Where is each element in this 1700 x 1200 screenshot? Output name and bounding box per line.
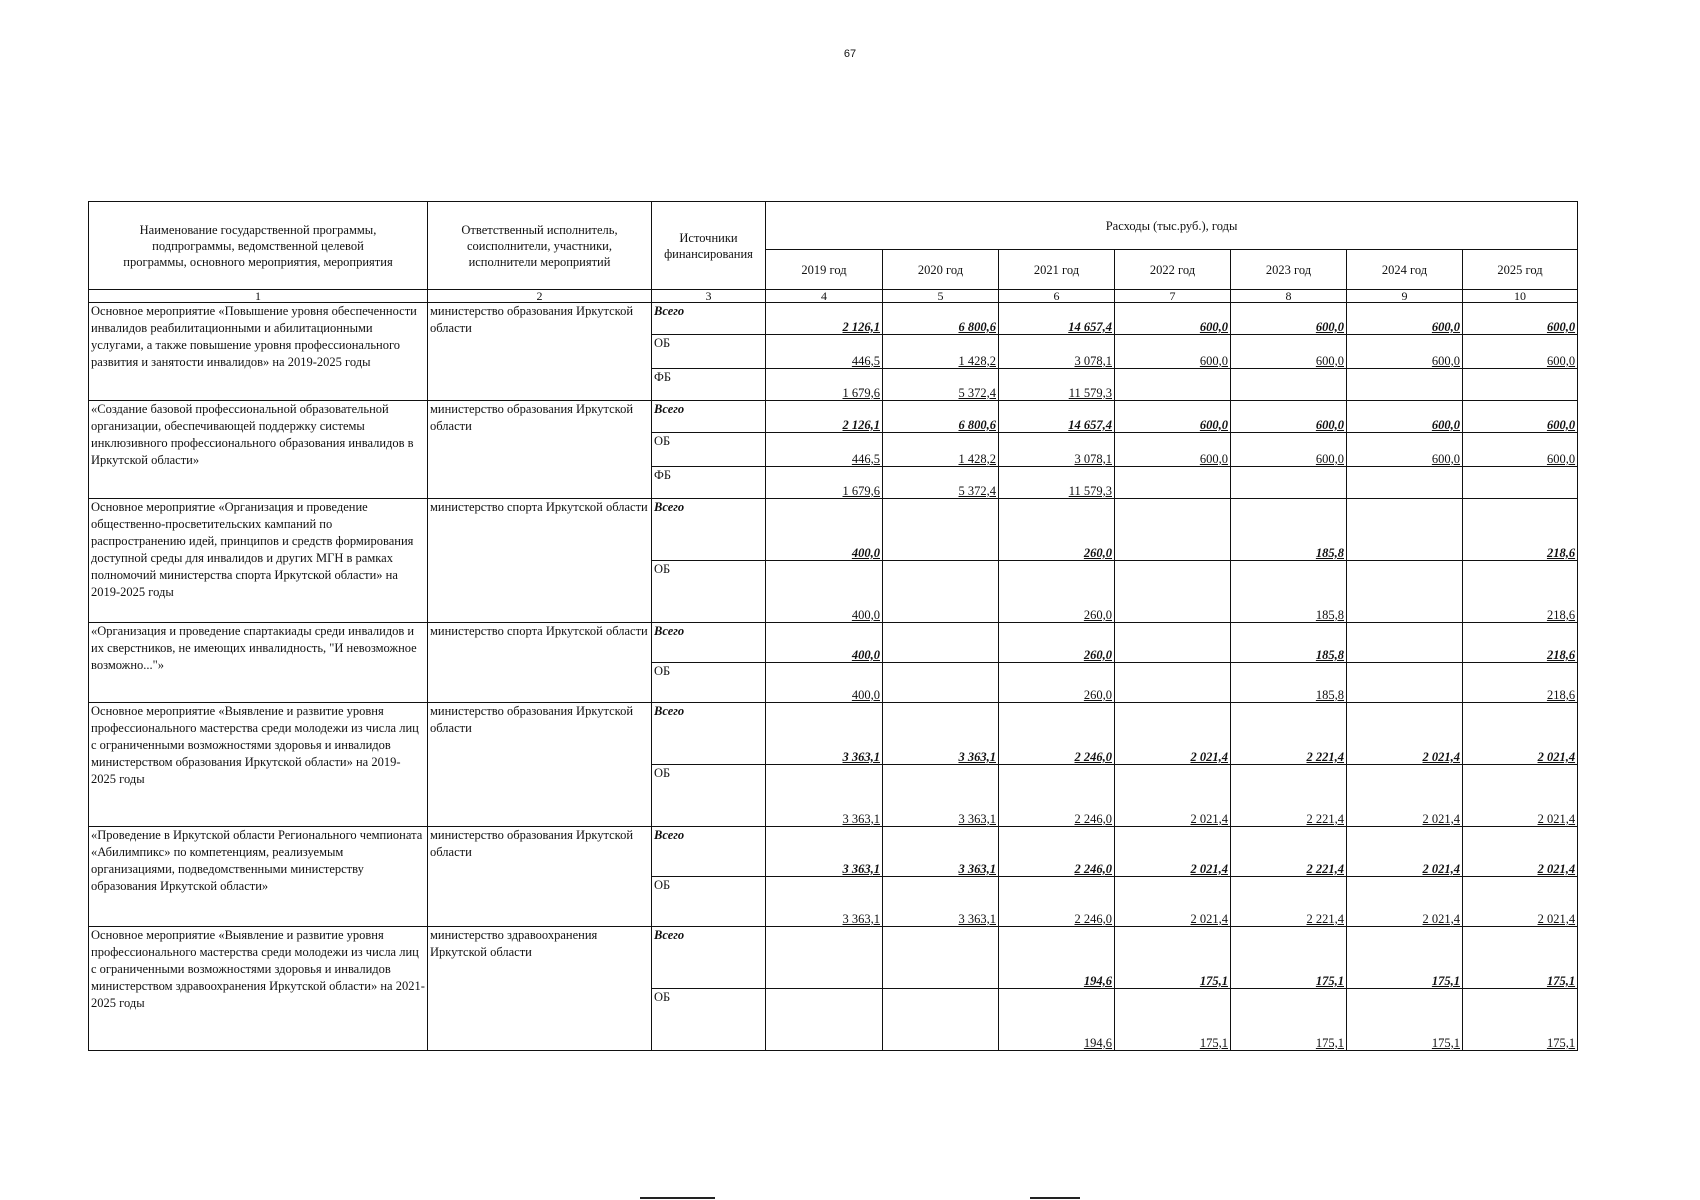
- amount: [1115, 369, 1231, 401]
- total-amount: 600,0: [1463, 401, 1578, 433]
- responsible-executor: министерство образования Иркутской области: [428, 303, 652, 401]
- amount: 260,0: [999, 663, 1115, 703]
- header-expenses: Расходы (тыс.руб.), годы: [766, 202, 1578, 250]
- total-amount: 2 246,0: [999, 827, 1115, 877]
- activity-name: Основное мероприятие «Организация и проведение общественно-просветительских кампаний по распространению идей, принципов и средств формирования доступной среды для инвалидов и других МГН в рамках полномочий министерства спорта Иркутской области» на 2019-2025 годы: [89, 499, 428, 623]
- funding-source: Всего: [652, 499, 766, 561]
- amount: 446,5: [766, 433, 883, 467]
- total-amount: 2 126,1: [766, 401, 883, 433]
- total-amount: 400,0: [766, 623, 883, 663]
- responsible-executor: министерство образования Иркутской области: [428, 401, 652, 499]
- activity-name: Основное мероприятие «Повышение уровня обеспеченности инвалидов реабилитационными и абилитационными услугами, а также повышение уровня профессионального развития и занятости инвалидов» на 2019-2025 годы: [89, 303, 428, 401]
- column-number: 5: [883, 290, 999, 303]
- responsible-executor: министерство спорта Иркутской области: [428, 623, 652, 703]
- amount: 3 363,1: [883, 765, 999, 827]
- total-amount: 260,0: [999, 623, 1115, 663]
- table-row: [89, 401, 1578, 433]
- funding-source: ФБ: [652, 467, 766, 499]
- amount: 400,0: [766, 561, 883, 623]
- amount: 175,1: [1115, 989, 1231, 1051]
- amount: [1347, 369, 1463, 401]
- total-amount: 218,6: [1463, 623, 1578, 663]
- funding-source: ОБ: [652, 663, 766, 703]
- total-amount: [883, 623, 999, 663]
- scan-mark: [640, 1197, 715, 1199]
- column-number: 8: [1231, 290, 1347, 303]
- funding-source: ОБ: [652, 989, 766, 1051]
- total-amount: [1115, 499, 1231, 561]
- amount: [1347, 561, 1463, 623]
- amount: 2 021,4: [1463, 877, 1578, 927]
- total-amount: 14 657,4: [999, 303, 1115, 335]
- total-amount: 600,0: [1115, 401, 1231, 433]
- total-amount: 2 021,4: [1463, 827, 1578, 877]
- responsible-executor: министерство образования Иркутской области: [428, 703, 652, 827]
- funding-source: Всего: [652, 703, 766, 765]
- amount: [1115, 663, 1231, 703]
- amount: 1 428,2: [883, 433, 999, 467]
- amount: 218,6: [1463, 663, 1578, 703]
- total-amount: 2 221,4: [1231, 827, 1347, 877]
- amount: 194,6: [999, 989, 1115, 1051]
- funding-source: ФБ: [652, 369, 766, 401]
- table-row: [89, 623, 1578, 663]
- table-row: [89, 927, 1578, 989]
- total-amount: [883, 499, 999, 561]
- funding-source: Всего: [652, 401, 766, 433]
- amount: [1231, 369, 1347, 401]
- total-amount: 600,0: [1347, 401, 1463, 433]
- funding-source: Всего: [652, 623, 766, 663]
- total-amount: [883, 927, 999, 989]
- amount: 2 021,4: [1115, 765, 1231, 827]
- amount: 3 363,1: [883, 877, 999, 927]
- amount: 2 021,4: [1347, 765, 1463, 827]
- amount: [1463, 369, 1578, 401]
- total-amount: 600,0: [1115, 303, 1231, 335]
- total-amount: 2 021,4: [1347, 703, 1463, 765]
- table-row: [89, 703, 1578, 765]
- funding-source: ОБ: [652, 335, 766, 369]
- table-row: [89, 499, 1578, 561]
- total-amount: 14 657,4: [999, 401, 1115, 433]
- header-year: 2024 год: [1347, 250, 1463, 290]
- amount: 3 078,1: [999, 335, 1115, 369]
- amount: 600,0: [1115, 433, 1231, 467]
- scan-mark: [1030, 1197, 1080, 1199]
- total-amount: 6 800,6: [883, 401, 999, 433]
- header-year: 2025 год: [1463, 250, 1578, 290]
- header-year: 2023 год: [1231, 250, 1347, 290]
- table-row: [89, 303, 1578, 335]
- total-amount: 185,8: [1231, 623, 1347, 663]
- funding-source: ОБ: [652, 433, 766, 467]
- amount: 260,0: [999, 561, 1115, 623]
- amount: 2 246,0: [999, 877, 1115, 927]
- amount: [1347, 663, 1463, 703]
- amount: [1463, 467, 1578, 499]
- amount: 600,0: [1347, 335, 1463, 369]
- amount: 2 021,4: [1347, 877, 1463, 927]
- total-amount: 600,0: [1463, 303, 1578, 335]
- amount: [883, 561, 999, 623]
- total-amount: 3 363,1: [766, 827, 883, 877]
- column-number: 10: [1463, 290, 1578, 303]
- funding-source: ОБ: [652, 765, 766, 827]
- amount: 600,0: [1347, 433, 1463, 467]
- total-amount: 2 021,4: [1463, 703, 1578, 765]
- amount: [1347, 467, 1463, 499]
- activity-name: «Организация и проведение спартакиады среди инвалидов и их сверстников, не имеющих инвалидность, "И невозможное возможно..."»: [89, 623, 428, 703]
- total-amount: 3 363,1: [883, 827, 999, 877]
- amount: 175,1: [1231, 989, 1347, 1051]
- amount: [1115, 561, 1231, 623]
- column-number: 1: [89, 290, 428, 303]
- column-number: 4: [766, 290, 883, 303]
- amount: 2 246,0: [999, 765, 1115, 827]
- amount: 175,1: [1463, 989, 1578, 1051]
- funding-source: ОБ: [652, 561, 766, 623]
- amount: 400,0: [766, 663, 883, 703]
- column-number: 6: [999, 290, 1115, 303]
- amount: 175,1: [1347, 989, 1463, 1051]
- total-amount: 194,6: [999, 927, 1115, 989]
- total-amount: [766, 927, 883, 989]
- total-amount: 175,1: [1115, 927, 1231, 989]
- amount: 1 428,2: [883, 335, 999, 369]
- total-amount: 175,1: [1231, 927, 1347, 989]
- activity-name: Основное мероприятие «Выявление и развитие уровня профессионального мастерства среди молодежи из числа лиц с ограниченными возможностями здоровья и инвалидов министерством образования Иркутской области» на 2019-2025 годы: [89, 703, 428, 827]
- funding-source: Всего: [652, 303, 766, 335]
- table-row: [89, 827, 1578, 877]
- responsible-executor: министерство спорта Иркутской области: [428, 499, 652, 623]
- column-number: 2: [428, 290, 652, 303]
- total-amount: 2 021,4: [1115, 827, 1231, 877]
- amount: [883, 989, 999, 1051]
- column-number: 7: [1115, 290, 1231, 303]
- total-amount: 2 021,4: [1347, 827, 1463, 877]
- amount: 1 679,6: [766, 369, 883, 401]
- total-amount: 2 021,4: [1115, 703, 1231, 765]
- activity-name: Основное мероприятие «Выявление и развитие уровня профессионального мастерства среди молодежи из числа лиц с ограниченными возможностями здоровья и инвалидов министерством здравоохранения Иркутской области» на 2021-2025 годы: [89, 927, 428, 1051]
- header-source: Источники финансирования: [652, 202, 766, 290]
- amount: [1115, 467, 1231, 499]
- total-amount: [1347, 499, 1463, 561]
- total-amount: 2 221,4: [1231, 703, 1347, 765]
- total-amount: 2 126,1: [766, 303, 883, 335]
- amount: 2 221,4: [1231, 765, 1347, 827]
- amount: 1 679,6: [766, 467, 883, 499]
- amount: 3 363,1: [766, 877, 883, 927]
- amount: 600,0: [1115, 335, 1231, 369]
- total-amount: 185,8: [1231, 499, 1347, 561]
- amount: 600,0: [1231, 433, 1347, 467]
- amount: 185,8: [1231, 561, 1347, 623]
- total-amount: 175,1: [1463, 927, 1578, 989]
- header-year: 2022 год: [1115, 250, 1231, 290]
- total-amount: 3 363,1: [766, 703, 883, 765]
- total-amount: 600,0: [1231, 401, 1347, 433]
- amount: 11 579,3: [999, 467, 1115, 499]
- responsible-executor: министерство образования Иркутской области: [428, 827, 652, 927]
- total-amount: 2 246,0: [999, 703, 1115, 765]
- amount: [1231, 467, 1347, 499]
- activity-name: «Создание базовой профессиональной образовательной организации, обеспечивающей поддержку системы инклюзивного профессионального образования инвалидов в Иркутской области»: [89, 401, 428, 499]
- amount: 2 021,4: [1115, 877, 1231, 927]
- total-amount: [1115, 623, 1231, 663]
- amount: 3 078,1: [999, 433, 1115, 467]
- amount: 5 372,4: [883, 467, 999, 499]
- amount: 600,0: [1231, 335, 1347, 369]
- activity-name: «Проведение в Иркутской области Регионального чемпионата «Абилимпикс» по компетенциям, реализуемым организациями, подведомственными министерству образования Иркутской области»: [89, 827, 428, 927]
- amount: 5 372,4: [883, 369, 999, 401]
- funding-source: Всего: [652, 827, 766, 877]
- funding-source: Всего: [652, 927, 766, 989]
- header-year: 2021 год: [999, 250, 1115, 290]
- header-name: Наименование государственной программы, подпрограммы, ведомственной целевой программы, основного мероприятия, мероприятия: [89, 202, 428, 290]
- amount: 2 221,4: [1231, 877, 1347, 927]
- page-number: 67: [843, 48, 857, 60]
- amount: 3 363,1: [766, 765, 883, 827]
- amount: 446,5: [766, 335, 883, 369]
- amount: 2 021,4: [1463, 765, 1578, 827]
- total-amount: 400,0: [766, 499, 883, 561]
- header-responsible: Ответственный исполнитель, соисполнители, участники, исполнители мероприятий: [428, 202, 652, 290]
- header-year: 2020 год: [883, 250, 999, 290]
- total-amount: 260,0: [999, 499, 1115, 561]
- total-amount: [1347, 623, 1463, 663]
- total-amount: 218,6: [1463, 499, 1578, 561]
- total-amount: 6 800,6: [883, 303, 999, 335]
- header-year: 2019 год: [766, 250, 883, 290]
- amount: 11 579,3: [999, 369, 1115, 401]
- funding-source: ОБ: [652, 877, 766, 927]
- amount: [883, 663, 999, 703]
- amount: 185,8: [1231, 663, 1347, 703]
- amount: 218,6: [1463, 561, 1578, 623]
- amount: [766, 989, 883, 1051]
- column-number: 9: [1347, 290, 1463, 303]
- amount: 600,0: [1463, 433, 1578, 467]
- budget-table: [88, 201, 1578, 1051]
- column-number: 3: [652, 290, 766, 303]
- total-amount: 175,1: [1347, 927, 1463, 989]
- total-amount: 600,0: [1347, 303, 1463, 335]
- amount: 600,0: [1463, 335, 1578, 369]
- responsible-executor: министерство здравоохранения Иркутской области: [428, 927, 652, 1051]
- total-amount: 3 363,1: [883, 703, 999, 765]
- total-amount: 600,0: [1231, 303, 1347, 335]
